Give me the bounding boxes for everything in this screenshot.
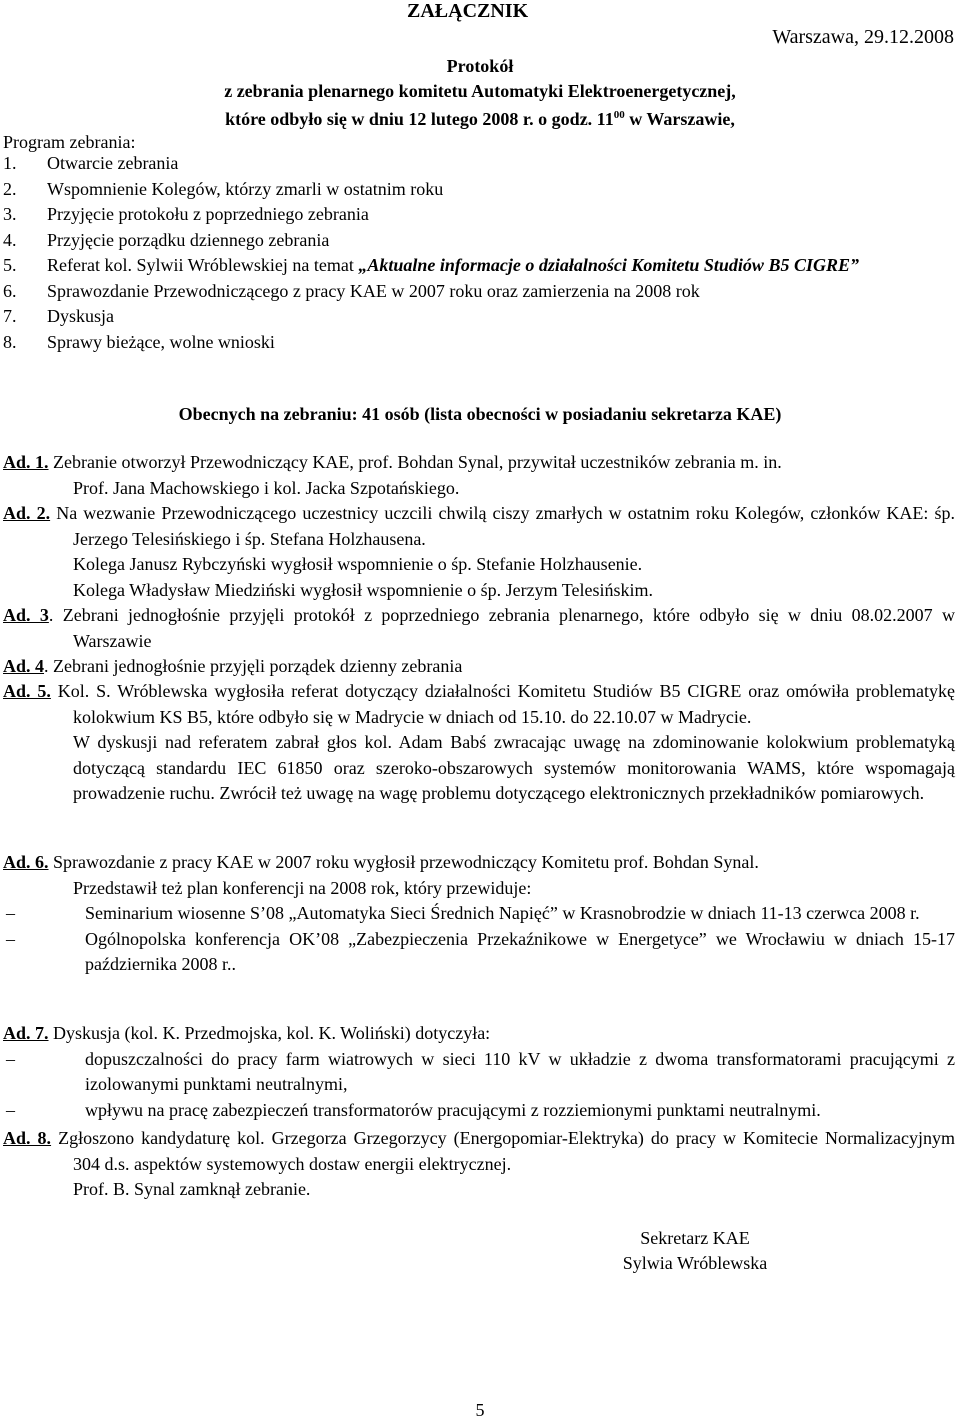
- dash-bullet: –: [6, 1099, 15, 1120]
- agenda-item-text: Wspomnienie Kolegów, którzy zmarli w ostatnim roku: [47, 178, 444, 199]
- lecture-title: „Aktualne informacje o działalności Komitetu Studiów B5 CIGRE”: [358, 255, 859, 275]
- ad-4-text: . Zebrani jednogłośnie przyjęli porządek dzienny zebrania: [44, 656, 463, 676]
- ad-7-paragraph: [3, 1021, 955, 1047]
- ad-1-label: Ad. 1.: [3, 452, 49, 472]
- agenda-item-number: 8.: [3, 331, 17, 352]
- agenda-item-5-text: Referat kol. Sylwii Wróblewskiej na temat: [47, 255, 359, 275]
- agenda-item: [3, 330, 955, 356]
- agenda-list: [3, 151, 955, 355]
- ad-4-paragraph: [3, 654, 955, 680]
- annex-heading: ZAŁĄCZNIK: [407, 0, 529, 22]
- ad-2-remembrance-2: Kolega Władysław Miedziński wygłosił wspomnienie o śp. Jerzym Telesińskim.: [73, 579, 653, 600]
- signature-name: Sylwia Wróblewska: [622, 1253, 768, 1273]
- agenda-item: [3, 279, 955, 305]
- ad-1-text: Zebranie otworzył Przewodniczący KAE, prof. Bohdan Synal, przywitał uczestników zebrania m. in.: [48, 452, 782, 472]
- ad-7-text: Dyskusja (kol. K. Przedmojska, kol. K. Woliński) dotyczyła:: [48, 1023, 491, 1043]
- protocol-subtitle: z zebrania plenarnego komitetu Automatyki Elektroenergetycznej,: [224, 81, 736, 101]
- agenda-item-number: 2.: [3, 178, 17, 199]
- agenda-item-text: Przyjęcie porządku dziennego zebrania: [47, 229, 330, 250]
- meeting-line-text: które odbyło się w dniu 12 lutego 2008 r. o godz. 11: [225, 109, 614, 129]
- ad-2-paragraph: [3, 501, 955, 552]
- agenda-item-text: Sprawy bieżące, wolne wnioski: [47, 331, 275, 352]
- dash-bullet: –: [6, 1048, 15, 1069]
- ad-7-section: [3, 1021, 955, 1123]
- conference-plan-item-text: Ogólnopolska konferencja OK’08 „Zabezpieczenia Przekaźnikowe w Energetyce” we Wrocławiu w dniach 15-17 października 2008 r..: [85, 928, 955, 974]
- program-label: Program zebrania:: [3, 132, 136, 152]
- discussion-topics-list: [3, 1047, 955, 1124]
- ad-8-text: Zgłoszono kandydaturę kol. Grzegorza Grzegorzycy (Energopomiar-Elektryka) do pracy w Komitecie Normalizacyjnym 304 d.s. aspektów systemowych dostaw energii elektrycznej.: [51, 1128, 955, 1174]
- conference-plan-item: [3, 901, 955, 927]
- ad-2-text: Na wezwanie Przewodniczącego uczestnicy uczcili chwilą ciszy zmarłych w ostatnim roku Kolegów, członków KAE: śp. Jerzego Telesińskiego i śp. Stefana Holzhausena.: [50, 503, 955, 549]
- ad-5-paragraph: [3, 679, 955, 730]
- agenda-item-text: Otwarcie zebrania: [47, 153, 179, 173]
- ad-2-remembrance-1: Kolega Janusz Rybczyński wygłosił wspomnienie o śp. Stefanie Holzhausenie.: [73, 554, 643, 574]
- ad-1-paragraph: [3, 450, 955, 476]
- ad-3-paragraph: [3, 603, 955, 654]
- agenda-item: [3, 177, 955, 203]
- ad-1-section: [3, 450, 955, 501]
- agenda-item: [3, 304, 955, 330]
- agenda-item-text: [47, 253, 955, 279]
- agenda-item: [3, 202, 955, 228]
- ad-6-plan-intro: Przedstawił też plan konferencji na 2008 rok, który przewiduje:: [73, 877, 532, 898]
- ad-5-discussion: W dyskusji nad referatem zabrał głos kol. Adam Babś zwracając uwagę na zdominowanie kolokwium problematyką dotyczącą standardu IEC 61850 oraz szeroko-obszarowych systemów monitorowania WAMS, które wspomagają prowadzenie ruchu. Zwrócił też uwagę na wagę problemu dotyczącego elektronicznych przekładników pomiarowych.: [73, 732, 955, 803]
- agenda-item-number: 1.: [3, 153, 17, 173]
- meeting-time-minutes: 00: [613, 109, 625, 121]
- protocol-title: Protokół: [446, 56, 514, 76]
- conference-plan-item-text: Seminarium wiosenne S’08 „Automatyka Sieci Średnich Napięć” w Krasnobrodzie w dniach 11-13 czerwca 2008 r.: [85, 903, 920, 923]
- agenda-item: [3, 253, 955, 279]
- dash-bullet: –: [6, 903, 15, 923]
- signature-role: Sekretarz KAE: [640, 1228, 750, 1248]
- ad-4-label: Ad. 4: [3, 656, 45, 676]
- dash-bullet: –: [6, 928, 15, 949]
- ad-8-paragraph: [3, 1126, 955, 1177]
- agenda-item-text: Sprawozdanie Przewodniczącego z pracy KAE w 2007 roku oraz zamierzenia na 2008 rok: [47, 280, 700, 301]
- page-number: 5: [475, 1400, 485, 1420]
- agenda-item-number: 4.: [3, 229, 17, 250]
- ad-5-label: Ad. 5.: [3, 681, 51, 701]
- agenda-item-number: 6.: [3, 280, 17, 301]
- ad-5-section: [3, 679, 955, 807]
- agenda-item: [3, 151, 955, 177]
- agenda-item-number: 3.: [3, 204, 17, 224]
- ad-7-label: Ad. 7.: [3, 1023, 49, 1043]
- ad-6-text: Sprawozdanie z pracy KAE w 2007 roku wygłosił przewodniczący Komitetu prof. Bohdan Synal.: [48, 852, 759, 872]
- ad-8-label: Ad. 8.: [3, 1128, 52, 1148]
- ad-3-label: Ad. 3: [3, 605, 49, 625]
- ad-4-section: [3, 654, 955, 680]
- conference-plan-item: [3, 927, 955, 978]
- agenda-item-text: Przyjęcie protokołu z poprzedniego zebrania: [47, 204, 369, 224]
- protocol-meeting-line: [0, 103, 960, 133]
- document-date: Warszawa, 29.12.2008: [772, 26, 954, 48]
- ad-1-guests: Prof. Jana Machowskiego i kol. Jacka Szpotańskiego.: [73, 477, 460, 498]
- ad-2-label: Ad. 2.: [3, 503, 51, 523]
- discussion-topic-text: wpływu na pracę zabezpieczeń transformatorów pracującymi z rozziemionymi punktami neutralnymi.: [85, 1099, 821, 1120]
- meeting-line-location: w Warszawie,: [624, 109, 735, 129]
- ad-6-paragraph: [3, 850, 955, 876]
- agenda-item-number: 5.: [3, 255, 17, 275]
- attendance-note: Obecnych na zebraniu: 41 osób (lista obecności w posiadaniu sekretarza KAE): [178, 404, 782, 424]
- discussion-topic: [3, 1047, 955, 1098]
- ad-3-section: [3, 603, 955, 654]
- agenda-item-text: Dyskusja: [47, 306, 114, 326]
- agenda-item: [3, 228, 955, 254]
- agenda-item-number: 7.: [3, 306, 17, 326]
- ad-3-text: . Zebrani jednogłośnie przyjęli protokół z poprzedniego zebrania plenarnego, które odbyło się w dniu 08.02.2007 w Warszawie: [48, 605, 955, 651]
- ad-6-section: [3, 850, 955, 978]
- ad-5-text: Kol. S. Wróblewska wygłosiła referat dotyczący działalności Komitetu Studiów B5 CIGRE oraz omówiła problematykę kolokwium KS B5, które odbyło się w Madrycie w dniach od 15.10. do 22.10.07 w Madrycie.: [50, 681, 955, 727]
- ad-8-section: [3, 1126, 955, 1203]
- ad-6-label: Ad. 6.: [3, 852, 49, 872]
- discussion-topic: [3, 1098, 955, 1124]
- ad-8-closing: Prof. B. Synal zamknął zebranie.: [73, 1179, 311, 1199]
- conference-plan-list: [3, 901, 955, 978]
- discussion-topic-text: dopuszczalności do pracy farm wiatrowych w sieci 110 kV w układzie z dwoma transformatorami pracującymi z izolowanymi punktami neutralnymi,: [85, 1048, 955, 1094]
- ad-2-section: [3, 501, 955, 603]
